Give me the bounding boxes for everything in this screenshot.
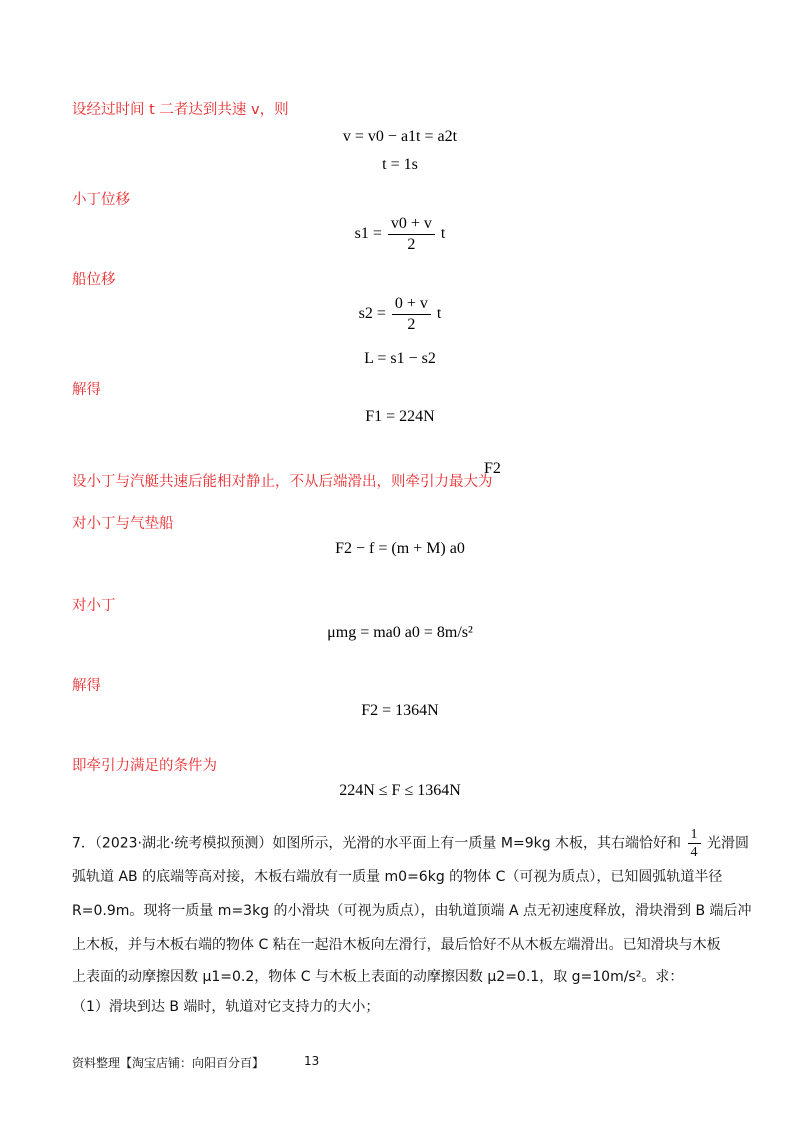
page-number: 13 <box>304 1054 320 1068</box>
s1-tail: t <box>440 225 446 243</box>
step-intro-text: 设经过时间 t 二者达到共速 v，则 <box>72 102 289 118</box>
equation-time: t = 1s <box>382 156 418 173</box>
equation-s2 <box>0 294 800 335</box>
problem7-line1 <box>72 826 749 861</box>
s1-lhs: s1 = <box>354 225 382 243</box>
quarter-fraction <box>688 826 701 861</box>
equation-common-velocity: v = v0 − a1t = a2t <box>342 128 458 145</box>
equation-s1 <box>0 214 800 255</box>
footer-source: 资料整理【淘宝店铺：向阳百分百】 <box>72 1056 265 1070</box>
equation-range: 224N ≤ F ≤ 1364N <box>339 782 461 799</box>
quarter-numerator: 1 <box>688 826 701 844</box>
xiaoding-displacement-label: 小丁位移 <box>72 192 130 208</box>
equation-F2-dynamics: F2 − f = (m + M) a0 <box>335 540 465 557</box>
s2-tail: t <box>436 305 442 323</box>
condition-text <box>72 470 493 491</box>
equation-friction: μmg = ma0 a0 = 8m/s² <box>327 624 473 641</box>
xiaoding-label: 对小丁 <box>72 598 116 614</box>
problem7-line4: 上木板，并与木板右端的物体 C 粘在一起沿木板向左滑行，最后恰好不从木板左端滑出。已知滑块与木板 <box>72 937 721 953</box>
problem7-line1-end: 光滑圆 <box>706 835 749 852</box>
s1-denominator: 2 <box>407 236 416 253</box>
problem7-line5: 上表面的动摩擦因数 μ1=0.2，物体 C 与木板上表面的动摩擦因数 μ2=0.1，取 g=10m/s²。求： <box>72 969 684 985</box>
s1-fraction <box>388 214 435 255</box>
equation-F2: F2 = 1364N <box>361 702 439 719</box>
s2-numerator: 0 + v <box>392 294 431 315</box>
condition-symbol: F2 <box>484 460 501 477</box>
condition-result-label: 即牵引力满足的条件为 <box>72 758 217 774</box>
condition-sentence: 设小丁与汽艇共速后能相对静止，不从后端滑出，则牵引力最大为 <box>72 474 493 490</box>
solve-label-2: 解得 <box>72 678 101 694</box>
quarter-denominator: 4 <box>690 845 698 860</box>
equation-L: L = s1 − s2 <box>364 350 436 367</box>
problem7-line3: R=0.9m。现将一质量 m=3kg 的小滑块（可视为质点），由轨道顶端 A 点无初速度释放，滑块滑到 B 端后冲 <box>72 903 752 919</box>
problem7-question1: （1）滑块到达 B 端时，轨道对它支持力的大小； <box>72 999 380 1015</box>
hovercraft-label: 对小丁与气垫船 <box>72 516 174 532</box>
boat-displacement-label: 船位移 <box>72 272 116 288</box>
s2-denominator: 2 <box>407 316 416 333</box>
s1-numerator: v0 + v <box>388 214 435 235</box>
s2-fraction <box>392 294 431 335</box>
s2-lhs: s2 = <box>358 305 386 323</box>
solve-label-1: 解得 <box>72 382 101 398</box>
problem7-line1-start: 7．（2023·湖北·统考模拟预测）如图所示，光滑的水平面上有一质量 M=9kg 木板，其右端恰好和 <box>72 835 682 852</box>
equation-F1: F1 = 224N <box>365 408 435 425</box>
problem7-line2: 弧轨道 AB 的底端等高对接，木板右端放有一质量 m0=6kg 的物体 C（可视为质点），已知圆弧轨道半径 <box>72 869 723 885</box>
